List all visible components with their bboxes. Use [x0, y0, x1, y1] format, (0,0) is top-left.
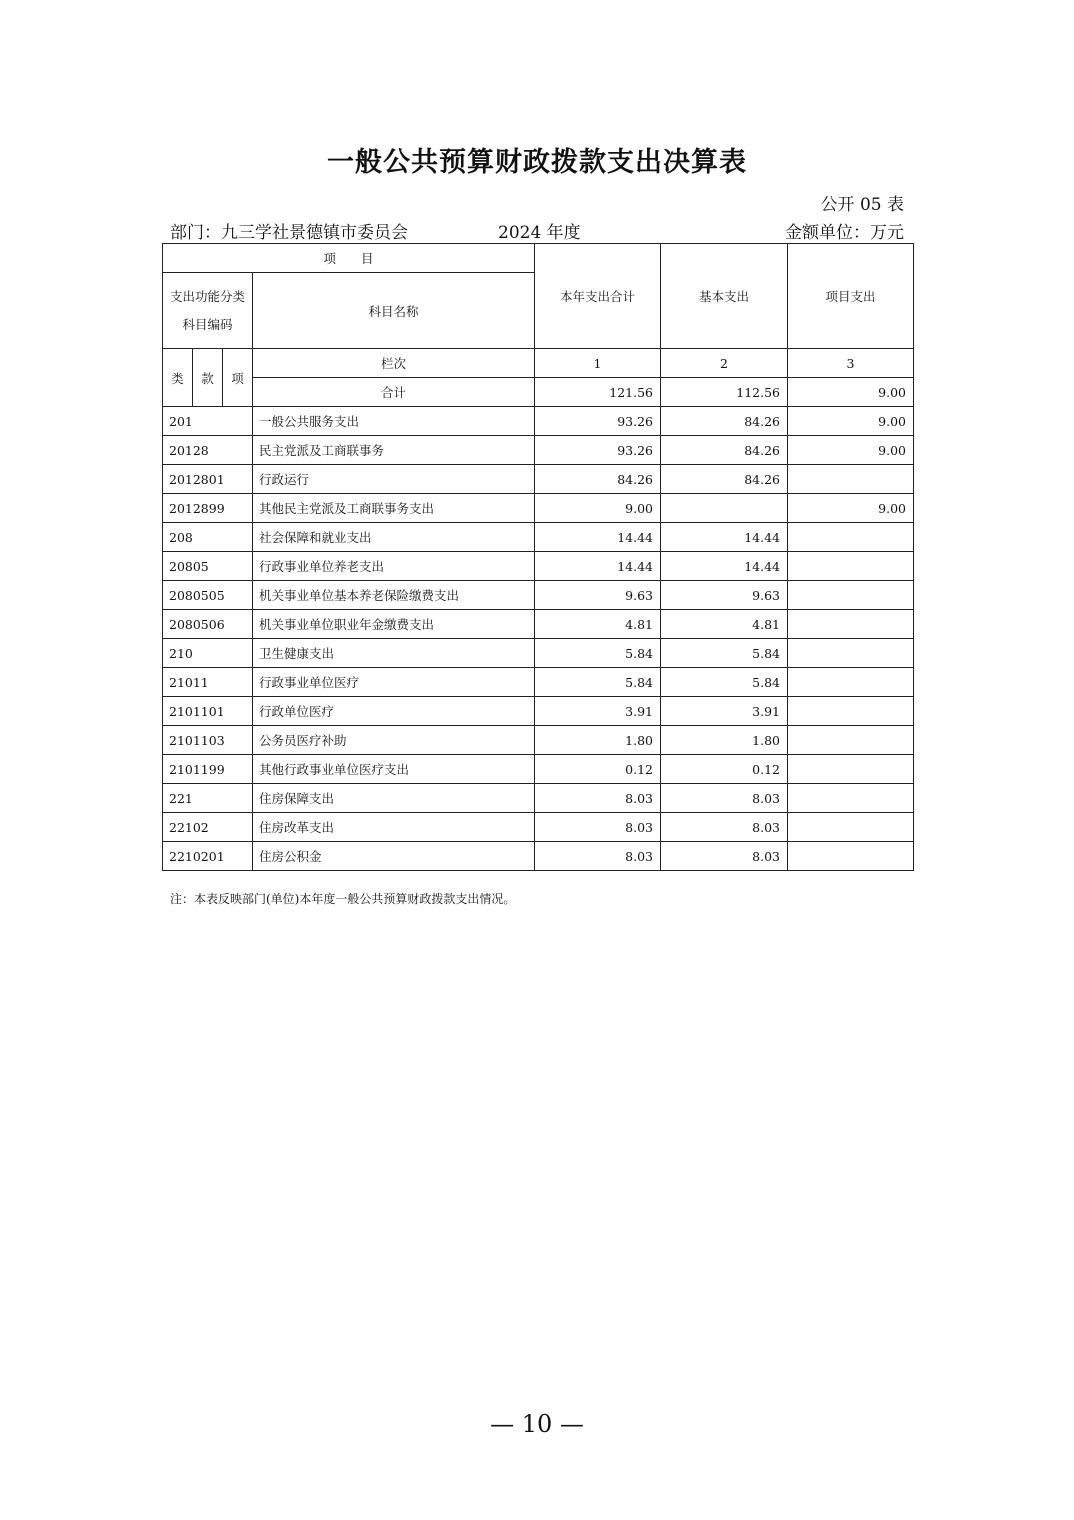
total-cell: 93.26 [535, 407, 661, 436]
col-number-1: 1 [535, 349, 661, 378]
func-code-cell: 21011 [163, 668, 253, 697]
page-title: 一般公共预算财政拨款支出决算表 [327, 147, 747, 178]
table-row [163, 755, 914, 784]
total-label: 合计 [253, 378, 535, 407]
basic-cell [661, 494, 788, 523]
func-code-cell: 201 [163, 407, 253, 436]
table-note: 注：本表反映部门(单位)本年度一般公共预算财政拨款支出情况。 [170, 892, 516, 906]
table-row [163, 552, 914, 581]
project-cell [788, 726, 914, 755]
subject-name-cell: 住房改革支出 [253, 813, 535, 842]
basic-cell: 84.26 [661, 465, 788, 494]
total-cell: 9.00 [535, 494, 661, 523]
project-cell [788, 523, 914, 552]
project-cell [788, 842, 914, 871]
amount-unit: 金额单位：万元 [785, 223, 904, 243]
total-row [163, 378, 914, 407]
project-cell [788, 813, 914, 842]
total-cell: 4.81 [535, 610, 661, 639]
total-cell: 84.26 [535, 465, 661, 494]
col-number-3: 3 [788, 349, 914, 378]
subject-name-cell: 住房公积金 [253, 842, 535, 871]
func-code-cell: 2080506 [163, 610, 253, 639]
table-row [163, 436, 914, 465]
func-code-cell: 2080505 [163, 581, 253, 610]
subject-name-cell: 其他行政事业单位医疗支出 [253, 755, 535, 784]
header-project: 项目支出 [788, 244, 914, 349]
project-cell [788, 610, 914, 639]
basic-cell: 0.12 [661, 755, 788, 784]
total-cell: 8.03 [535, 842, 661, 871]
subject-name-cell: 民主党派及工商联事务 [253, 436, 535, 465]
subject-name-cell: 行政单位医疗 [253, 697, 535, 726]
table-row [163, 407, 914, 436]
subject-name-cell: 行政事业单位医疗 [253, 668, 535, 697]
func-code-cell: 2210201 [163, 842, 253, 871]
table-row [163, 581, 914, 610]
project-cell [788, 755, 914, 784]
func-code-cell: 2012899 [163, 494, 253, 523]
total-cell: 1.80 [535, 726, 661, 755]
table-row [163, 842, 914, 871]
project-cell [788, 668, 914, 697]
project-cell [788, 784, 914, 813]
table-row [163, 697, 914, 726]
basic-cell: 4.81 [661, 610, 788, 639]
page-number: — 10 — [490, 1410, 584, 1438]
total-amount: 121.56 [535, 378, 661, 407]
func-code-cell: 20805 [163, 552, 253, 581]
total-cell: 14.44 [535, 523, 661, 552]
project-cell [788, 697, 914, 726]
func-code-cell: 221 [163, 784, 253, 813]
total-project: 9.00 [788, 378, 914, 407]
basic-cell: 3.91 [661, 697, 788, 726]
basic-cell: 8.03 [661, 813, 788, 842]
header-item: 项 目 [163, 244, 535, 273]
subject-name-cell: 社会保障和就业支出 [253, 523, 535, 552]
header-func-code: 支出功能分类科目编码 [163, 273, 253, 349]
header-subject-name: 科目名称 [253, 273, 535, 349]
total-cell: 3.91 [535, 697, 661, 726]
basic-cell: 9.63 [661, 581, 788, 610]
func-code-cell: 2012801 [163, 465, 253, 494]
project-cell: 9.00 [788, 436, 914, 465]
total-cell: 93.26 [535, 436, 661, 465]
total-cell: 5.84 [535, 639, 661, 668]
subject-name-cell: 一般公共服务支出 [253, 407, 535, 436]
project-cell: 9.00 [788, 407, 914, 436]
project-cell [788, 581, 914, 610]
fiscal-year: 2024 年度 [498, 223, 581, 243]
header-kuan: 款 [193, 349, 223, 407]
func-code-cell: 2101101 [163, 697, 253, 726]
basic-cell: 84.26 [661, 436, 788, 465]
subject-name-cell: 机关事业单位职业年金缴费支出 [253, 610, 535, 639]
project-cell [788, 639, 914, 668]
total-cell: 5.84 [535, 668, 661, 697]
table-code: 公开 05 表 [820, 195, 904, 215]
total-cell: 8.03 [535, 813, 661, 842]
header-total: 本年支出合计 [535, 244, 661, 349]
subject-name-cell: 住房保障支出 [253, 784, 535, 813]
total-cell: 14.44 [535, 552, 661, 581]
table-row [163, 668, 914, 697]
subject-name-cell: 公务员医疗补助 [253, 726, 535, 755]
table-row [163, 494, 914, 523]
basic-cell: 5.84 [661, 639, 788, 668]
total-cell: 0.12 [535, 755, 661, 784]
table-row [163, 726, 914, 755]
subject-name-cell: 机关事业单位基本养老保险缴费支出 [253, 581, 535, 610]
basic-cell: 8.03 [661, 784, 788, 813]
header-xiang: 项 [223, 349, 253, 407]
basic-cell: 8.03 [661, 842, 788, 871]
department-label: 部门：九三学社景德镇市委员会 [170, 223, 408, 243]
subject-name-cell: 行政运行 [253, 465, 535, 494]
basic-cell: 1.80 [661, 726, 788, 755]
basic-cell: 5.84 [661, 668, 788, 697]
basic-cell: 14.44 [661, 552, 788, 581]
func-code-cell: 22102 [163, 813, 253, 842]
basic-cell: 84.26 [661, 407, 788, 436]
table-row [163, 465, 914, 494]
basic-cell: 14.44 [661, 523, 788, 552]
project-cell: 9.00 [788, 494, 914, 523]
table-row [163, 610, 914, 639]
func-code-cell: 2101103 [163, 726, 253, 755]
table-row [163, 523, 914, 552]
header-lei: 类 [163, 349, 193, 407]
func-code-cell: 2101199 [163, 755, 253, 784]
header-lanci: 栏次 [253, 349, 535, 378]
func-code-cell: 208 [163, 523, 253, 552]
expenditure-table [162, 243, 914, 871]
table-row [163, 639, 914, 668]
subject-name-cell: 卫生健康支出 [253, 639, 535, 668]
total-cell: 9.63 [535, 581, 661, 610]
total-cell: 8.03 [535, 784, 661, 813]
func-code-cell: 20128 [163, 436, 253, 465]
func-code-cell: 210 [163, 639, 253, 668]
project-cell [788, 465, 914, 494]
total-basic: 112.56 [661, 378, 788, 407]
project-cell [788, 552, 914, 581]
header-basic: 基本支出 [661, 244, 788, 349]
col-number-2: 2 [661, 349, 788, 378]
subject-name-cell: 行政事业单位养老支出 [253, 552, 535, 581]
subject-name-cell: 其他民主党派及工商联事务支出 [253, 494, 535, 523]
table-row [163, 813, 914, 842]
table-row [163, 784, 914, 813]
